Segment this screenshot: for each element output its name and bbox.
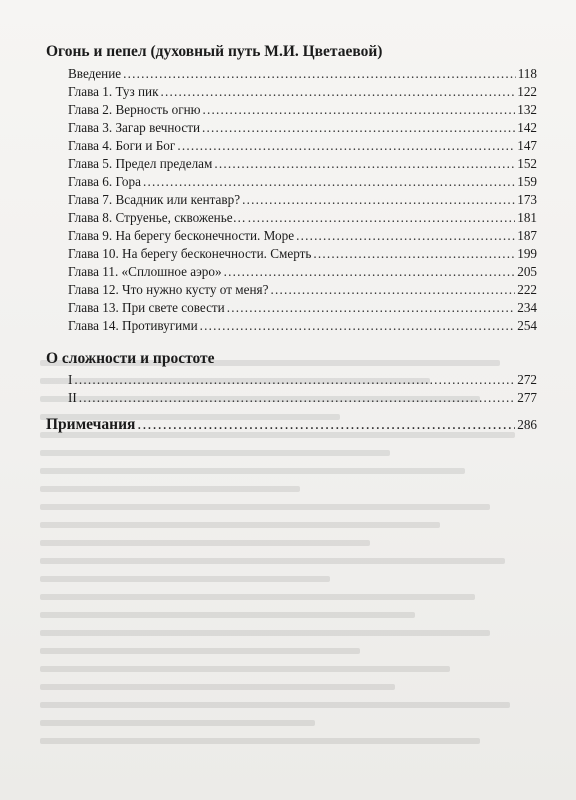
toc-entry-label: Глава 8. Струенье, сквоженье…	[68, 210, 246, 225]
toc-entry[interactable]	[68, 156, 537, 172]
leader-dots	[203, 102, 516, 118]
leader-dots	[313, 246, 515, 262]
toc-entry-page: 147	[517, 138, 537, 153]
toc-entry[interactable]	[68, 390, 537, 406]
toc-entry-page: 152	[517, 156, 537, 171]
toc-entry[interactable]	[68, 102, 537, 118]
toc-entry-page: 187	[517, 228, 537, 243]
toc-entry[interactable]	[68, 228, 537, 244]
toc-entry-page: 122	[517, 84, 537, 99]
toc-entry-page: 173	[517, 192, 537, 207]
toc-entry-page: 142	[517, 120, 537, 135]
toc-entry-page: 272	[517, 372, 537, 387]
toc-entry-page: 277	[517, 390, 537, 405]
toc-entry[interactable]	[68, 282, 537, 298]
toc-entry-label: Глава 7. Всадник или кентавр?	[68, 192, 241, 207]
toc-entry-page: 205	[517, 264, 537, 279]
leader-dots	[214, 156, 515, 172]
toc-entry-page: 234	[517, 300, 537, 315]
leader-dots	[270, 282, 515, 298]
toc-entry-page: 159	[517, 174, 537, 189]
toc-entry[interactable]	[68, 300, 537, 316]
toc-entry[interactable]	[68, 120, 537, 136]
toc-entry-label: Примечания	[46, 416, 136, 433]
toc-entry[interactable]	[68, 66, 537, 82]
toc-entry[interactable]	[68, 318, 537, 334]
leader-dots	[242, 192, 515, 208]
toc-entry-label: Глава 5. Предел пределам	[68, 156, 213, 171]
leader-dots	[74, 372, 515, 388]
toc-entry-notes[interactable]	[46, 417, 537, 433]
leader-dots	[160, 84, 515, 100]
toc-entry-page: 199	[517, 246, 537, 261]
toc-entry[interactable]	[68, 246, 537, 262]
toc-entry-label: Глава 14. Противугими	[68, 318, 198, 333]
toc-entry-label: I	[68, 372, 73, 387]
toc-entry-label: Глава 13. При свете совести	[68, 300, 225, 315]
toc-entry-page: 132	[517, 102, 537, 117]
toc-entry-label: Глава 6. Гора	[68, 174, 141, 189]
toc-entry[interactable]	[68, 174, 537, 190]
toc-entry-label: Глава 10. На берегу бесконечности. Смерть	[68, 246, 312, 261]
toc-entry-label: Глава 4. Боги и Бог	[68, 138, 176, 153]
toc-entry-page: 118	[517, 66, 537, 81]
toc-entry[interactable]	[68, 372, 537, 388]
section-title-fire-and-ashes: Огонь и пепел (духовный путь М.И. Цветаевой)	[46, 43, 383, 60]
toc-entry-label: Глава 9. На берегу бесконечности. Море	[68, 228, 295, 243]
leader-dots	[227, 300, 515, 316]
toc-entry-label: Введение	[68, 66, 122, 81]
toc-entry-label: Глава 11. «Сплошное аэро»	[68, 264, 222, 279]
section-title-complexity-and-simplicity: О сложности и простоте	[46, 350, 215, 367]
toc-entry-label: II	[68, 390, 77, 405]
leader-dots	[137, 417, 515, 433]
leader-dots	[143, 174, 515, 190]
toc-entry-label: Глава 1. Туз пик	[68, 84, 159, 99]
leader-dots	[296, 228, 515, 244]
toc-entry[interactable]	[68, 192, 537, 208]
leader-dots	[177, 138, 515, 154]
leader-dots	[248, 210, 515, 226]
toc-entry[interactable]	[68, 84, 537, 100]
toc-entry[interactable]	[68, 264, 537, 280]
toc-entry-page: 286	[517, 417, 537, 432]
toc-entry[interactable]	[68, 210, 537, 226]
leader-dots	[200, 318, 516, 334]
leader-dots	[224, 264, 516, 280]
leader-dots	[202, 120, 515, 136]
toc-entry-page: 254	[517, 318, 537, 333]
toc-entry-page: 222	[517, 282, 537, 297]
toc-entry-label: Глава 2. Верность огню	[68, 102, 201, 117]
toc-entry[interactable]	[68, 138, 537, 154]
leader-dots	[79, 390, 515, 406]
toc-entry-label: Глава 3. Загар вечности	[68, 120, 201, 135]
toc-entry-page: 181	[517, 210, 537, 225]
toc-entry-label: Глава 12. Что нужно кусту от меня?	[68, 282, 269, 297]
leader-dots	[123, 66, 516, 82]
